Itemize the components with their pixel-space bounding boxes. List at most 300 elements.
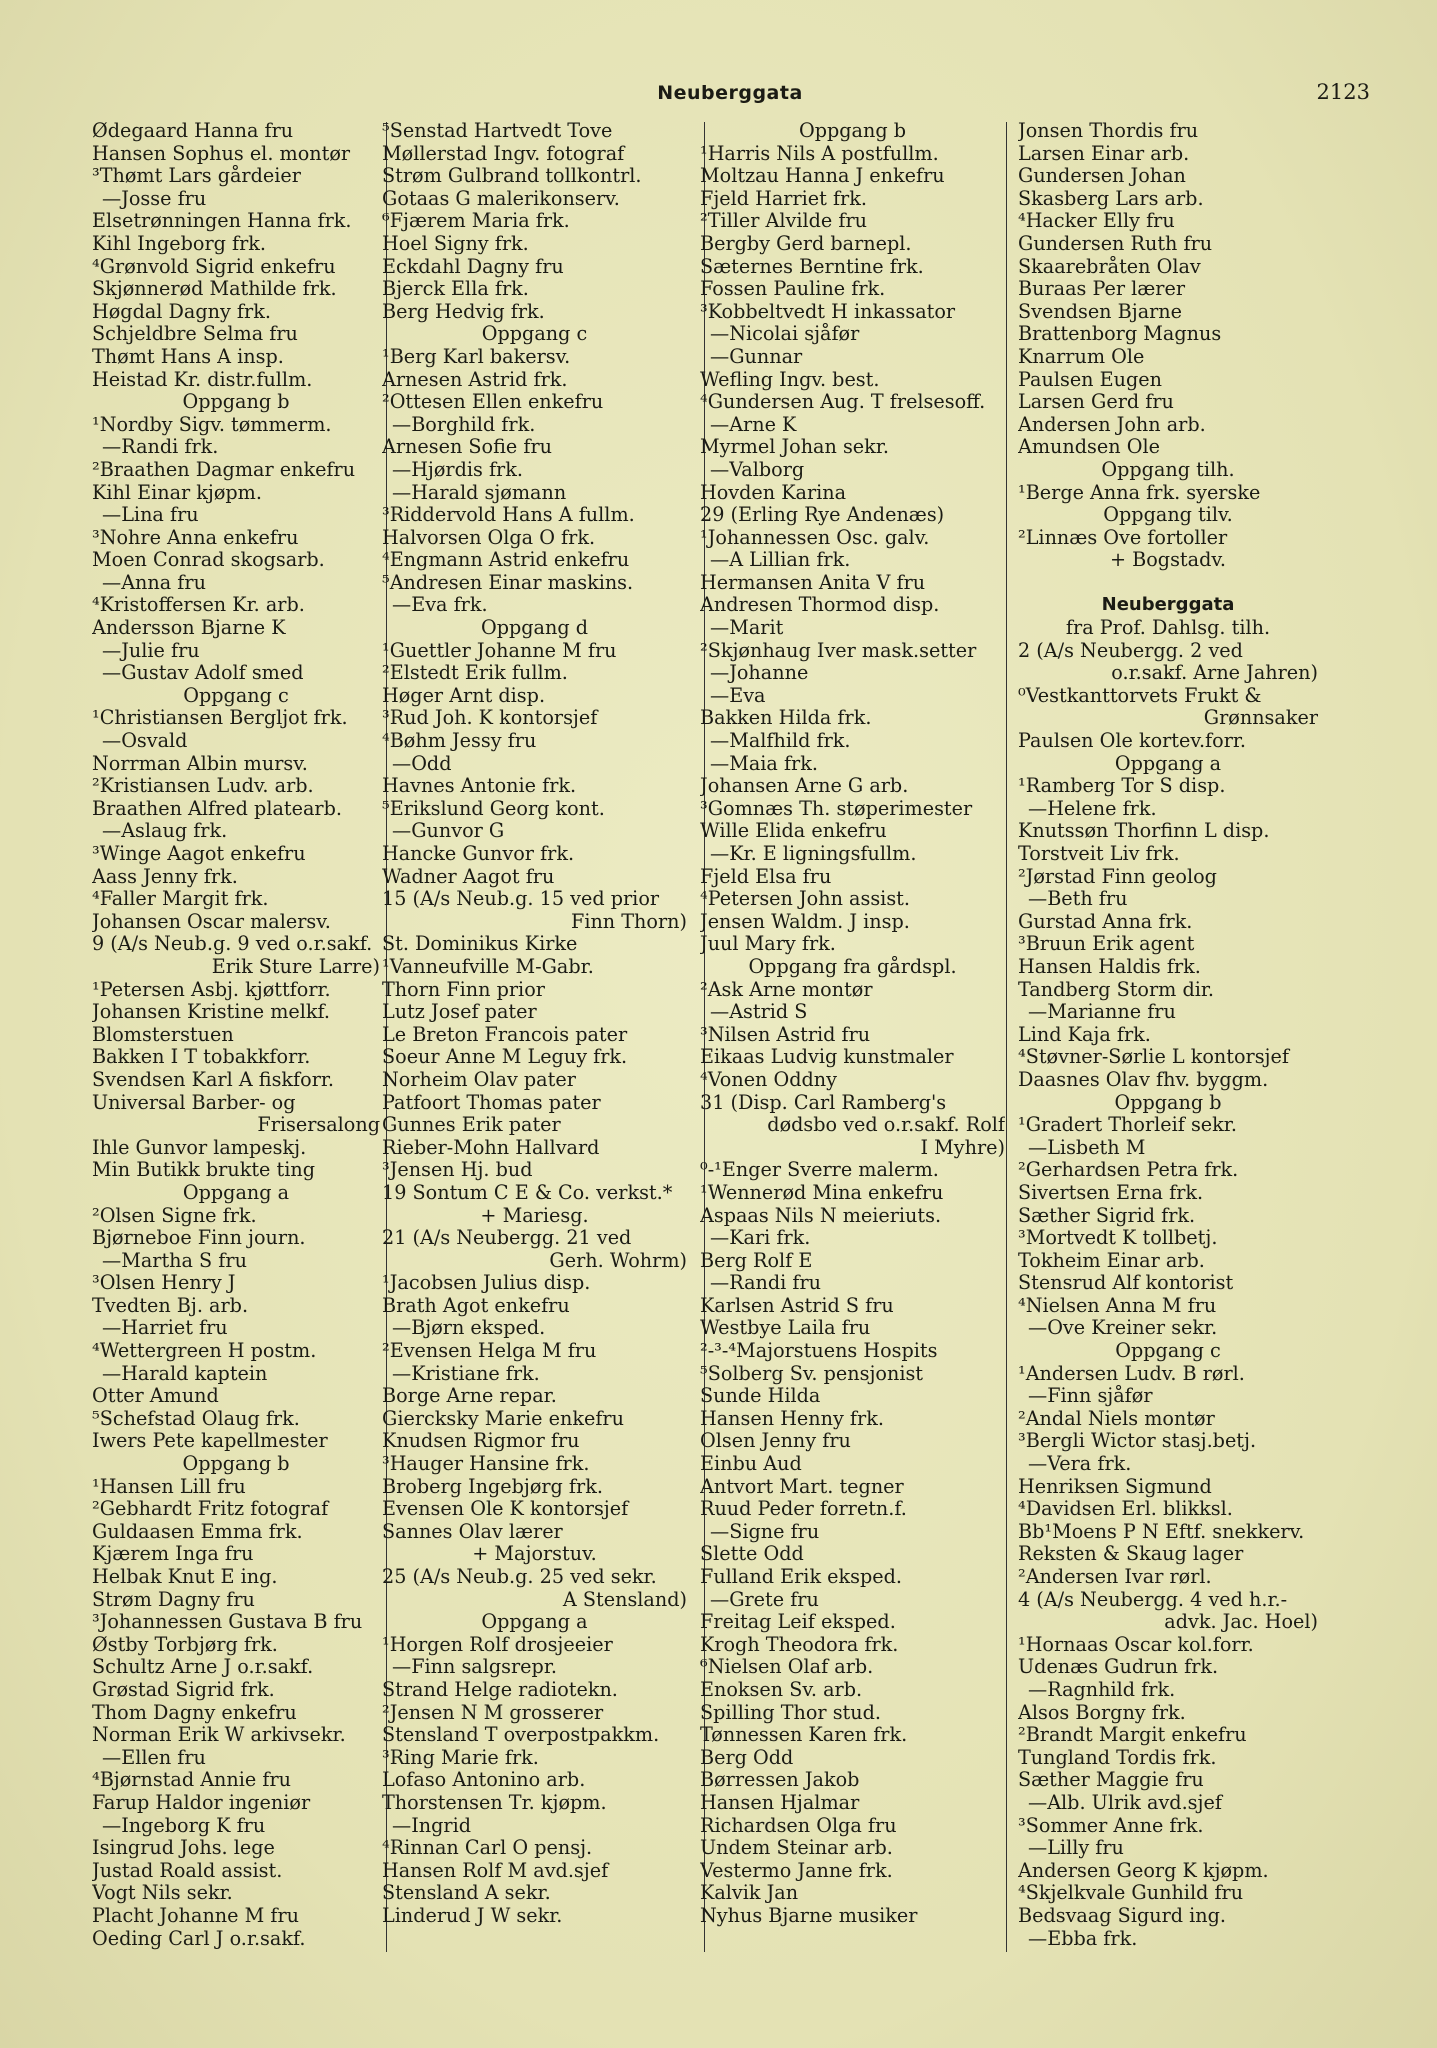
directory-entry: —Lisbeth M [1028, 1136, 1146, 1159]
directory-entry: Min Butikk brukte ting [92, 1159, 315, 1182]
directory-entry: Sæther Maggie fru [1018, 1769, 1204, 1792]
subsection-heading: Oppgang a [1114, 752, 1222, 775]
subsection-heading: Oppgang c [1115, 1340, 1221, 1363]
directory-entry: —Lina fru [102, 504, 199, 527]
directory-entry: Knutssøn Thorfinn L disp. [1018, 820, 1270, 843]
directory-entry: Moen Conrad skogsarb. [92, 549, 325, 572]
directory-entry: Norman Erik W arkivsekr. [92, 1724, 346, 1747]
directory-entry: ⁴Vonen Oddny [700, 1068, 838, 1091]
directory-entry: Stensland A sekr. [382, 1882, 551, 1905]
subsection-heading: Oppgang c [481, 323, 588, 346]
directory-entry: ¹Guettler Johanne M fru [382, 639, 617, 662]
directory-entry: Østby Torbjørg frk. [92, 1633, 278, 1656]
directory-entry: ²Andal Niels montør [1018, 1407, 1215, 1430]
subsection-heading: Oppgang fra gårdspl. [748, 955, 957, 978]
directory-entry: —Malfhild frk. [710, 730, 851, 753]
directory-entry: ¹Petersen Asbj. kjøttforr. [92, 978, 331, 1001]
subsection-heading: + Mariesg. [480, 1204, 589, 1227]
directory-entry: Myrmel Johan sekr. [700, 436, 889, 459]
directory-entry: Westbye Laila fru [700, 1317, 871, 1340]
directory-entry: Hansen Hjalmar [700, 1791, 860, 1814]
directory-entry: Thorstensen Tr. kjøpm. [382, 1791, 607, 1814]
directory-entry: Buraas Per lærer [1018, 278, 1186, 301]
directory-entry: ⁰-¹Enger Sverre malerm. [700, 1159, 939, 1182]
directory-entry: —Gustav Adolf smed [102, 662, 304, 685]
directory-entry: ³Nohre Anna enkefru [92, 526, 299, 549]
directory-entry: Giercksky Marie enkefru [382, 1407, 624, 1430]
directory-entry: Braathen Alfred platearb. [92, 797, 342, 820]
directory-entry: ⁵Andresen Einar maskins. [382, 571, 634, 594]
directory-entry: ³Thømt Lars gårdeier [92, 165, 301, 188]
directory-entry: ¹Nordby Sigv. tømmerm. [92, 413, 332, 436]
directory-entry: Larsen Einar arb. [1018, 142, 1190, 165]
directory-entry: Krogh Theodora frk. [700, 1633, 899, 1656]
directory-entry: —Gunnar [710, 345, 803, 368]
directory-entry: —Signe fru [710, 1520, 820, 1543]
directory-entry: ²Olsen Signe frk. [92, 1204, 257, 1227]
directory-entry: ⁴Grønvold Sigrid enkefru [92, 255, 336, 278]
directory-entry: Gunnes Erik pater [382, 1114, 561, 1137]
directory-entry: Patfoort Thomas pater [382, 1091, 601, 1114]
subsection-heading: Oppgang c [183, 684, 289, 707]
directory-entry: Berg Hedvig frk. [382, 300, 545, 323]
directory-entry: ²Ask Arne montør [700, 978, 873, 1001]
directory-entry: ²Gerhardsen Petra frk. [1018, 1159, 1239, 1182]
directory-entry: ²Elstedt Erik fullm. [382, 662, 568, 685]
directory-entry: ²Jensen N M grosserer [382, 1701, 604, 1724]
directory-entry: 21 (A/s Neubergg. 21 ved [382, 1227, 632, 1250]
directory-entry: —Josse fru [102, 187, 207, 210]
directory-entry: A Stensland) [562, 1588, 687, 1611]
directory-entry: Sæther Sigrid frk. [1018, 1204, 1196, 1227]
directory-entry: ²Ottesen Ellen enkefru [382, 391, 604, 414]
directory-entry: —A Lillian frk. [710, 549, 851, 572]
directory-entry: ²Braathen Dagmar enkefru [92, 458, 356, 481]
subsection-heading: Oppgang b [182, 391, 290, 414]
directory-entry: —Grete fru [710, 1588, 819, 1611]
directory-entry: Wille Elida enkefru [700, 820, 887, 843]
directory-entry: Erik Sture Larre) [211, 955, 380, 978]
directory-entry: Gundersen Johan [1018, 165, 1186, 188]
directory-entry: advk. Jac. Hoel) [1164, 1611, 1318, 1634]
directory-entry: ²Gebhardt Fritz fotograf [92, 1498, 329, 1521]
directory-entry: Ruud Peder forretn.f. [700, 1498, 907, 1521]
directory-entry: —Ingeborg K fru [102, 1814, 266, 1837]
directory-entry: ³Johannessen Gustava B fru [92, 1611, 363, 1634]
directory-entry: —Marianne fru [1028, 1001, 1176, 1024]
directory-entry: —Julie fru [102, 639, 200, 662]
directory-entry: —Kristiane frk. [392, 1362, 540, 1385]
directory-entry: Aspaas Nils N meieriuts. [700, 1204, 942, 1227]
directory-entry: Torstveit Liv frk. [1018, 843, 1180, 865]
directory-entry: ²Evensen Helga M fru [382, 1340, 597, 1363]
directory-entry: Hovden Karina [700, 481, 847, 504]
directory-entry: I Myhre) [920, 1136, 1005, 1159]
directory-entry: Andersson Bjarne K [92, 617, 286, 640]
directory-entry: Norrman Albin mursv. [92, 752, 308, 775]
directory-entry: Hancke Gunvor frk. [382, 843, 575, 865]
directory-entry: Frisersalong [257, 1114, 380, 1137]
directory-entry: —Harald kaptein [102, 1362, 268, 1385]
directory-entry: Gotaas G malerikonserv. [382, 187, 620, 210]
directory-entry: St. Dominikus Kirke [382, 933, 578, 956]
directory-entry: Kalvik Jan [700, 1882, 799, 1905]
directory-entry: Kihl Einar kjøpm. [92, 481, 262, 504]
directory-entry: Bakken I T tobakkforr. [92, 1046, 311, 1069]
directory-entry: Andresen Thormod disp. [700, 594, 940, 617]
directory-entry: Jonsen Thordis fru [1018, 120, 1199, 142]
directory-entry: Broberg Ingebjørg frk. [382, 1475, 603, 1498]
directory-entry: Schjeldbre Selma fru [92, 323, 298, 346]
directory-entry: ³Winge Aagot enkefru [92, 843, 306, 865]
directory-entry: —Randi frk. [102, 436, 219, 459]
directory-entry: —Hjørdis frk. [392, 458, 523, 481]
directory-entry: 2 (A/s Neubergg. 2 ved [1018, 639, 1243, 662]
directory-entry: Thom Dagny enkefru [92, 1701, 297, 1724]
directory-entry: ³Riddervold Hans A fullm. [382, 504, 635, 527]
subsection-heading: fra Prof. Dahlsg. tilh. [1065, 617, 1271, 640]
directory-entry: Guldaasen Emma frk. [92, 1520, 303, 1543]
directory-entry: —Gunvor G [392, 820, 505, 843]
directory-entry: —Ebba frk. [1028, 1927, 1138, 1950]
directory-entry: ⁴Skjelkvale Gunhild fru [1018, 1882, 1244, 1905]
subsection-heading: Oppgang a [481, 1611, 588, 1634]
directory-entry: ⁴Rinnan Carl O pensj. [382, 1837, 593, 1860]
directory-entry: Halvorsen Olga O frk. [382, 526, 596, 549]
directory-entry: ²Linnæs Ove fortoller [1018, 526, 1228, 549]
directory-entry: ¹Ramberg Tor S disp. [1018, 775, 1226, 798]
directory-entry: —Arne K [710, 413, 797, 436]
directory-entry: Thømt Hans A insp. [92, 345, 284, 368]
directory-entry: Strøm Gulbrand tollkontrl. [382, 165, 642, 188]
directory-entry: Helbak Knut E ing. [92, 1566, 278, 1588]
directory-entry: Linderud J W sekr. [382, 1904, 563, 1927]
directory-entry: Andersen John arb. [1018, 413, 1206, 436]
directory-entry: Aass Jenny frk. [92, 865, 238, 888]
directory-entry: Heistad Kr. distr.fullm. [92, 368, 313, 391]
directory-entry: ¹Berg Karl bakersv. [382, 345, 571, 368]
directory-entry: Bjørneboe Finn journ. [92, 1227, 306, 1250]
directory-entry: Lutz Josef pater [382, 1001, 537, 1024]
directory-entry: Thorn Finn prior [382, 978, 545, 1001]
directory-entry: Olsen Jenny fru [700, 1430, 851, 1453]
directory-entry: Norheim Olav pater [382, 1068, 576, 1091]
directory-entry: —Johanne [710, 662, 809, 685]
directory-entry: Kjærem Inga fru [92, 1543, 254, 1566]
directory-entry: ¹Johannessen Osc. galv. [700, 526, 930, 549]
directory-entry: ¹Jacobsen Julius disp. [382, 1272, 591, 1295]
directory-entry: Gerh. Wohrm) [549, 1249, 687, 1272]
directory-entry: —Anna fru [102, 571, 206, 594]
directory-entry: Havnes Antonie frk. [382, 775, 577, 798]
directory-entry: Arnesen Astrid frk. [382, 368, 568, 391]
directory-entry: ⁴Faller Margit frk. [92, 888, 269, 911]
directory-entry: ³Olsen Henry J [92, 1272, 236, 1295]
directory-entry: —Vera frk. [1028, 1453, 1132, 1476]
directory-entry: —Ellen fru [102, 1746, 206, 1769]
directory-entry: Høger Arnt disp. [382, 684, 546, 707]
directory-entry: Jensen Waldm. J insp. [700, 910, 910, 933]
directory-entry: dødsbo ved o.r.sakf. Rolf [767, 1114, 1005, 1137]
directory-entry: ⁰Vestkanttorvets Frukt & [1018, 684, 1262, 707]
directory-entry: Ødegaard Hanna fru [92, 120, 294, 142]
directory-entry: Strøm Dagny fru [92, 1588, 255, 1611]
directory-entry: Einbu Aud [700, 1453, 802, 1476]
directory-entry: —Randi fru [710, 1272, 822, 1295]
directory-entry: ⁵Schefstad Olaug frk. [92, 1407, 300, 1430]
directory-entry: Fjeld Harriet frk. [700, 187, 867, 210]
subsection-heading: Oppgang b [798, 120, 907, 142]
directory-entry: Nyhus Bjarne musiker [700, 1904, 918, 1927]
directory-entry: Gurstad Anna frk. [1018, 910, 1193, 933]
directory-entry: Eckdahl Dagny fru [382, 255, 564, 278]
directory-entry: Ihle Gunvor lampeskj. [92, 1136, 307, 1159]
directory-entry: Sivertsen Erna frk. [1018, 1181, 1204, 1204]
directory-entry: Rieber-Mohn Hallvard [382, 1136, 600, 1159]
directory-entry: ⁴Bøhm Jessy fru [382, 730, 537, 753]
subsection-heading: Oppgang tilh. [1101, 458, 1235, 481]
directory-entry: Tønnessen Karen frk. [700, 1724, 908, 1747]
directory-entry: ⁴Støvner-Sørlie L kontorsjef [1018, 1046, 1289, 1069]
directory-entry: Wefling Ingv. best. [700, 368, 880, 391]
directory-entry: —Harriet fru [102, 1317, 228, 1340]
directory-entry: Arnesen Sofie fru [382, 436, 552, 459]
directory-entry: Hansen Rolf M avd.sjef [382, 1859, 609, 1882]
directory-entry: Hansen Haldis frk. [1018, 955, 1201, 978]
directory-entry: ¹Gradert Thorleif sekr. [1018, 1114, 1237, 1137]
directory-entry: Fjeld Elsa fru [700, 865, 832, 888]
directory-entry: ¹Andersen Ludv. B rørl. [1018, 1362, 1245, 1385]
directory-entry: Moltzau Hanna J enkefru [700, 165, 945, 188]
directory-entry: Placht Johanne M fru [92, 1904, 299, 1927]
directory-entry: Bedsvaag Sigurd ing. [1018, 1904, 1227, 1927]
directory-entry: ⁴Petersen John assist. [700, 888, 910, 911]
directory-entry: —Nicolai sjåfør [710, 323, 860, 346]
directory-entry: Daasnes Olav fhv. byggm. [1018, 1068, 1269, 1091]
directory-entry: ⁴Hacker Elly fru [1018, 210, 1175, 233]
directory-entry: Stensland T overpostpakkm. [382, 1724, 660, 1747]
directory-entry: Otter Amund [92, 1385, 219, 1408]
directory-entry: Farup Haldor ingeniør [92, 1791, 311, 1814]
directory-entry: —Martha S fru [102, 1249, 247, 1272]
directory-entry: Bakken Hilda frk. [700, 707, 872, 730]
directory-entry: Reksten & Skaug lager [1018, 1543, 1244, 1566]
directory-entry: ³Ring Marie frk. [382, 1746, 539, 1769]
directory-column-3 [700, 120, 1005, 1960]
directory-entry: ²Jørstad Finn geolog [1018, 865, 1217, 888]
directory-entry: 9 (A/s Neub.g. 9 ved o.r.sakf. [92, 933, 373, 956]
directory-entry: Udenæs Gudrun frk. [1018, 1656, 1219, 1679]
directory-entry: —Finn salgsrepr. [392, 1656, 557, 1679]
directory-entry: 31 (Disp. Carl Ramberg's [700, 1091, 947, 1114]
directory-entry: Bb¹Moens P N Eftf. snekkerv. [1018, 1520, 1305, 1543]
subsection-heading: Oppgang b [1114, 1091, 1222, 1114]
directory-entry: Stensrud Alf kontorist [1018, 1272, 1234, 1295]
directory-entry: ¹Horgen Rolf drosjeeier [382, 1633, 613, 1656]
directory-entry: Johansen Oscar malersv. [92, 910, 331, 933]
directory-entry: Knudsen Rigmor fru [382, 1430, 580, 1453]
directory-entry: Universal Barber- og [92, 1091, 296, 1114]
directory-entry: Tokheim Einar arb. [1018, 1249, 1205, 1272]
directory-entry: ³Kobbeltvedt H inkassator [700, 300, 956, 323]
directory-entry: Justad Roald assist. [92, 1859, 283, 1882]
directory-entry: Skasberg Lars arb. [1018, 187, 1204, 210]
directory-entry: Borge Arne repar. [382, 1385, 557, 1408]
directory-entry: ⁴Nielsen Anna M fru [1018, 1294, 1217, 1317]
directory-entry [1018, 572, 1318, 595]
directory-column-4 [1018, 120, 1318, 1960]
directory-entry: ⁵Erikslund Georg kont. [382, 797, 605, 820]
directory-entry: Fossen Pauline frk. [700, 278, 886, 301]
directory-entry: —Odd [392, 752, 452, 775]
directory-entry: —Marit [710, 617, 784, 640]
directory-entry: Grønnsaker [1203, 707, 1318, 730]
directory-entry: Henriksen Sigmund [1018, 1475, 1212, 1498]
directory-entry: ⁵Senstad Hartvedt Tove [382, 120, 613, 142]
directory-entry: —Beth fru [1028, 888, 1128, 911]
directory-entry: Skaarebråten Olav [1018, 255, 1201, 278]
directory-entry: ⁴Davidsen Erl. blikksl. [1018, 1498, 1233, 1521]
directory-entry: ⁵Solberg Sv. pensjonist [700, 1362, 924, 1385]
directory-entry: ³Hauger Hansine frk. [382, 1453, 590, 1476]
page-number: 2123 [1316, 80, 1370, 104]
directory-entry: Johansen Kristine melkf. [92, 1001, 331, 1024]
directory-entry: Svendsen Karl A fiskforr. [92, 1068, 335, 1091]
directory-entry: Tvedten Bj. arb. [92, 1294, 249, 1317]
directory-entry: Paulsen Eugen [1018, 368, 1162, 391]
directory-entry: ⁴Kristoffersen Kr. arb. [92, 594, 305, 617]
directory-entry: ¹Vanneufville M-Gabr. [382, 955, 594, 978]
directory-entry: 4 (A/s Neubergg. 4 ved h.r.- [1018, 1588, 1288, 1611]
directory-entry: Brattenborg Magnus [1018, 323, 1222, 346]
directory-entry: Juul Mary frk. [700, 933, 836, 956]
directory-entry: Lind Kaja frk. [1018, 1023, 1151, 1046]
directory-entry: ⁶Fjærem Maria frk. [382, 210, 570, 233]
directory-entry: ³Sommer Anne frk. [1018, 1814, 1204, 1837]
subsection-heading: Oppgang a [182, 1181, 290, 1204]
column-divider [1006, 122, 1007, 1952]
directory-entry: Hermansen Anita V fru [700, 571, 926, 594]
directory-entry: ³Mortvedt K tollbetj. [1018, 1227, 1218, 1250]
directory-entry: ²Brandt Margit enkefru [1018, 1724, 1247, 1747]
directory-entry: ⁴Bjørnstad Annie fru [92, 1769, 291, 1792]
directory-entry: ²Skjønhaug Iver mask.setter [700, 639, 977, 662]
directory-entry: Slette Odd [700, 1543, 804, 1566]
subsection-heading: + Majorstuv. [472, 1543, 597, 1566]
directory-entry: Sunde Hilda [700, 1385, 821, 1408]
subsection-heading: Oppgang d [480, 617, 589, 640]
directory-entry: Sannes Olav lærer [382, 1520, 563, 1543]
directory-entry: —Alb. Ulrik avd.sjef [1028, 1791, 1222, 1814]
directory-entry: ¹Christiansen Bergljot frk. [92, 707, 348, 730]
directory-entry: Brath Agot enkefru [382, 1294, 570, 1317]
directory-entry: —Borghild frk. [392, 413, 536, 436]
directory-entry: Schultz Arne J o.r.sakf. [92, 1656, 314, 1679]
directory-entry: o.r.sakf. Arne Jahren) [1111, 662, 1318, 685]
directory-entry: Eikaas Ludvig kunstmaler [700, 1046, 954, 1069]
directory-entry: ³Jensen Hj. bud [382, 1159, 533, 1182]
directory-entry: ³Gomnæs Th. støperimester [700, 797, 973, 820]
subsection-heading: + Bogstadv. [1109, 549, 1227, 572]
directory-entry: Børressen Jakob [700, 1769, 860, 1792]
directory-entry: Skjønnerød Mathilde frk. [92, 278, 337, 301]
section-heading: Neuberggata [1101, 594, 1235, 616]
directory-column-2 [382, 120, 687, 1960]
directory-entry: ³Bergli Wictor stasj.betj. [1018, 1430, 1257, 1453]
directory-entry: Vogt Nils sekr. [92, 1882, 233, 1905]
directory-entry: Strand Helge radiotekn. [382, 1678, 618, 1701]
directory-entry: Enoksen Sv. arb. [700, 1678, 863, 1701]
page-title: Neuberggata [657, 82, 803, 104]
directory-entry: Berg Odd [700, 1746, 794, 1769]
directory-entry: Svendsen Bjarne [1018, 300, 1183, 323]
directory-entry: ³Nilsen Astrid fru [700, 1023, 871, 1046]
directory-entry: Møllerstad Ingv. fotograf [382, 142, 625, 165]
directory-entry: —Ingrid [392, 1814, 471, 1837]
directory-entry: 25 (A/s Neub.g. 25 ved sekr. [382, 1566, 657, 1588]
directory-entry: Blomsterstuen [92, 1023, 234, 1046]
directory-entry: Amundsen Ole [1018, 436, 1160, 459]
directory-entry: ¹Wennerød Mina enkefru [700, 1181, 944, 1204]
directory-entry: ⁴Wettergreen H postm. [92, 1340, 317, 1363]
directory-entry: —Kari frk. [710, 1227, 811, 1250]
directory-entry: —Valborg [710, 458, 805, 481]
directory-entry: Lofaso Antonino arb. [382, 1769, 586, 1792]
directory-entry: Hansen Sophus el. montør [92, 142, 351, 165]
directory-entry: —Bjørn eksped. [392, 1317, 546, 1340]
subsection-heading: Oppgang b [182, 1453, 290, 1476]
directory-entry: —Lilly fru [1028, 1837, 1124, 1860]
directory-entry: ²-³-⁴Majorstuens Hospits [700, 1340, 938, 1363]
directory-column-1 [92, 120, 380, 1960]
directory-entry: ⁴Engmann Astrid enkefru [382, 549, 630, 572]
directory-entry: Hansen Henny frk. [700, 1407, 884, 1430]
directory-entry: ¹Harris Nils A postfullm. [700, 142, 939, 165]
directory-entry: Knarrum Ole [1018, 345, 1145, 368]
directory-entry: Iwers Pete kapellmester [92, 1430, 328, 1453]
directory-entry: ⁶Nielsen Olaf arb. [700, 1656, 874, 1679]
directory-entry: Berg Rolf E [700, 1249, 813, 1272]
directory-entry: Grøstad Sigrid frk. [92, 1678, 275, 1701]
directory-entry: —Helene frk. [1028, 797, 1157, 820]
directory-entry: ²Tiller Alvilde fru [700, 210, 868, 233]
directory-entry: Fulland Erik eksped. [700, 1566, 903, 1588]
directory-entry: Høgdal Dagny frk. [92, 300, 271, 323]
directory-entry: Sæternes Berntine frk. [700, 255, 924, 278]
directory-entry: —Eva frk. [392, 594, 488, 617]
directory-entry: Bjerck Ella frk. [382, 278, 529, 301]
directory-entry: Elsetrønningen Hanna frk. [92, 210, 352, 233]
directory-entry: ³Rud Joh. K kontorsjef [382, 707, 598, 730]
directory-entry: —Eva [710, 684, 766, 707]
directory-entry: Freitag Leif eksped. [700, 1611, 896, 1634]
directory-entry: Johansen Arne G arb. [700, 775, 909, 798]
directory-entry: Undem Steinar arb. [700, 1837, 893, 1860]
directory-entry: —Astrid S [710, 1001, 808, 1024]
directory-entry: —Maia frk. [710, 752, 818, 775]
directory-entry: ³Bruun Erik agent [1018, 933, 1195, 956]
directory-entry: Finn Thorn) [571, 910, 687, 933]
directory-entry: Karlsen Astrid S fru [700, 1294, 894, 1317]
directory-entry: Le Breton Francois pater [382, 1023, 628, 1046]
directory-entry: ²Andersen Ivar rørl. [1018, 1566, 1212, 1588]
directory-entry: 15 (A/s Neub.g. 15 ved prior [382, 888, 660, 911]
directory-entry: Tandberg Storm dir. [1018, 978, 1215, 1001]
directory-entry: Richardsen Olga fru [700, 1814, 897, 1837]
directory-entry: —Ragnhild frk. [1028, 1678, 1176, 1701]
directory-entry: —Finn sjåfør [1028, 1385, 1153, 1408]
directory-entry: Isingrud Johs. lege [92, 1837, 275, 1860]
